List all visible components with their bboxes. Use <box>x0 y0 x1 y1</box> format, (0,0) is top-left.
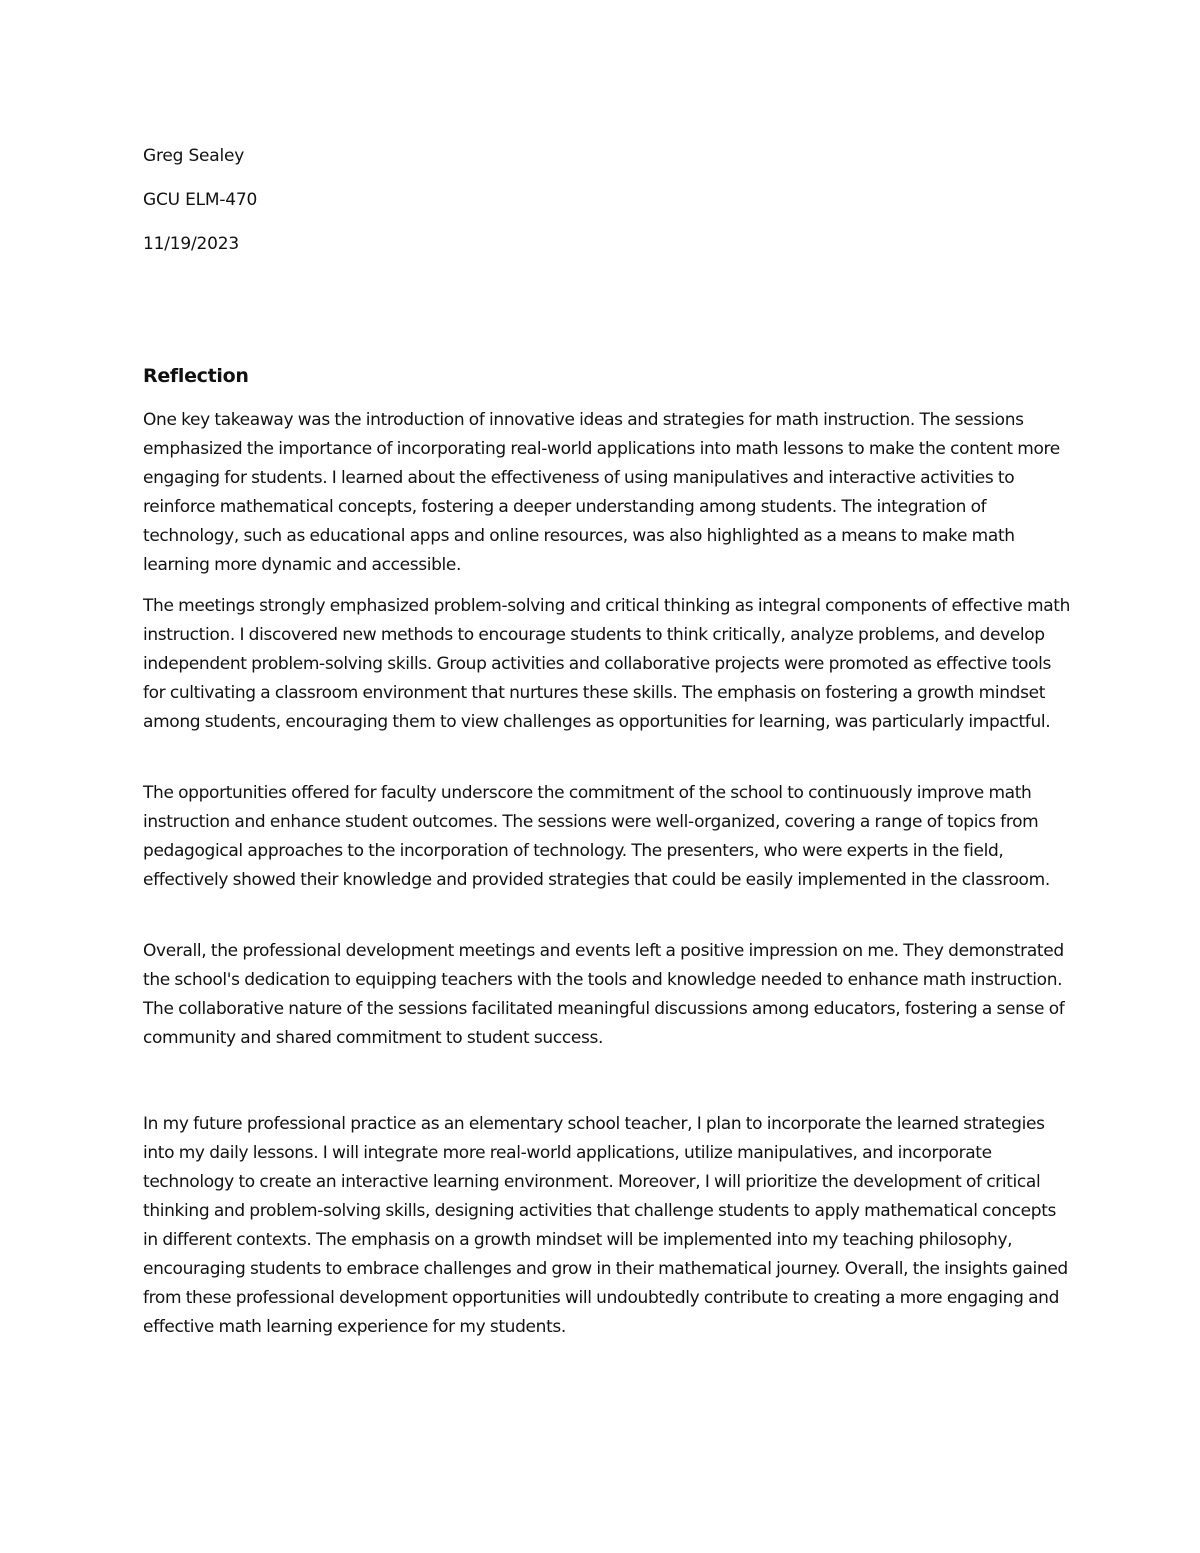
paragraph-5: In my future professional practice as an elementary school teacher, I plan to incorporate the learned strategies into my daily lessons. I will integrate more real-world applications, utilize manipulatives, and incorporate technology to create an interactive learning environment. Moreover, I will prioritize the development of critical thinking and problem-solving skills, designing activities that challenge students to apply mathematical concepts in different contexts. The emphasis on a growth mindset will be implemented into my teaching philosophy, encouraging students to embrace challenges and grow in their mathematical journey. Overall, the insights gained from these professional development opportunities will undoubtedly contribute to creating a more engaging and effective math learning experience for my students. <box>143 1114 1068 1337</box>
document-date: 11/19/2023 <box>143 234 239 254</box>
course-code: GCU ELM-470 <box>143 190 258 210</box>
paragraph-2: The meetings strongly emphasized problem-solving and critical thinking as integral components of effective math instruction. I discovered new methods to encourage students to think critically, analyze problems, and develop independent problem-solving skills. Group activities and collaborative projects were promoted as effective tools for cultivating a classroom environment that nurtures these skills. The emphasis on fostering a growth mindset among students, encouraging them to view challenges as opportunities for learning, was particularly impactful. <box>143 596 1071 732</box>
author-name: Greg Sealey <box>143 146 245 166</box>
document-title: Reflection <box>143 365 249 387</box>
paragraph-3: The opportunities offered for faculty underscore the commitment of the school to continuously improve math instruction and enhance student outcomes. The sessions were well-organized, covering a range of topics from pedagogical approaches to the incorporation of technology. The presenters, who were experts in the field, effectively showed their knowledge and provided strategies that could be easily implemented in the classroom. <box>143 783 1050 890</box>
paragraph-4: Overall, the professional development meetings and events left a positive impression on me. They demonstrated the school's dedication to equipping teachers with the tools and knowledge needed to enhance math instruction. The collaborative nature of the sessions facilitated meaningful discussions among educators, fostering a sense of community and shared commitment to student success. <box>143 941 1065 1048</box>
paragraph-1: One key takeaway was the introduction of innovative ideas and strategies for math instruction. The sessions emphasized the importance of incorporating real-world applications into math lessons to make the content more engaging for students. I learned about the effectiveness of using manipulatives and interactive activities to reinforce mathematical concepts, fostering a deeper understanding among students. The integration of technology, such as educational apps and online resources, was also highlighted as a means to make math learning more dynamic and accessible. <box>143 410 1060 575</box>
